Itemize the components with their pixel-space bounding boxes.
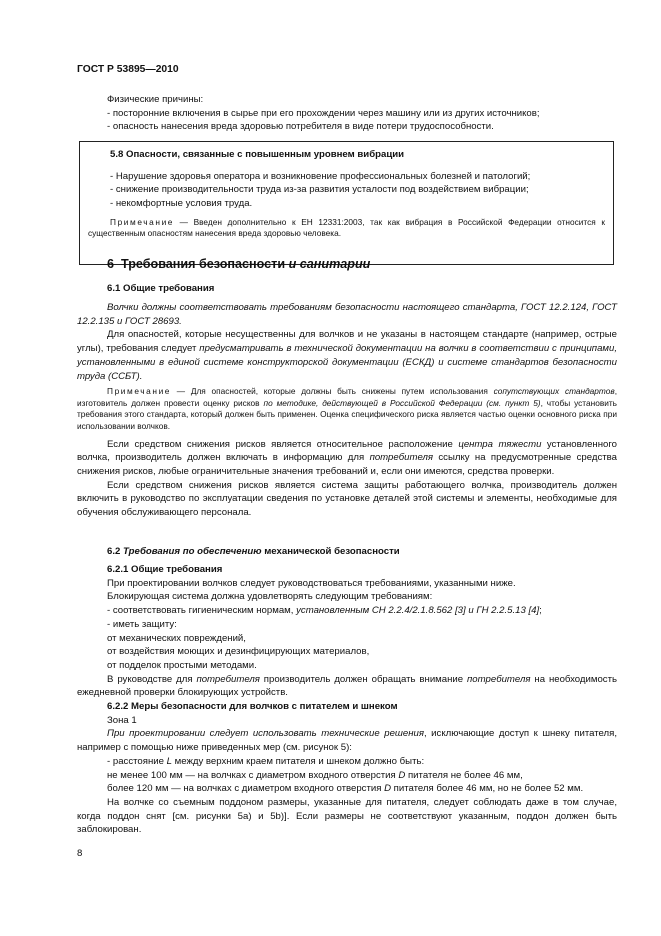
list-item: более 120 мм — на волчках с диаметром входного отверстия D питателя более 46 мм, но не более 52 мм.: [107, 783, 584, 795]
section-6-1-heading: 6.1 Общие требования: [107, 283, 215, 294]
section-6-2-2-heading: 6.2.2 Меры безопасности для волчков с питателем и шнеком: [107, 701, 398, 713]
vibration-item: - снижение производительности труда из-за развития усталости под воздействием вибрации;: [110, 184, 529, 196]
paragraph: При проектировании волчков следует руководствоваться требованиями, указанными ниже.: [107, 577, 516, 589]
section-6-2-body: [77, 563, 617, 837]
paragraph: Если средством снижения рисков является система защиты работающего волчка, производитель должен включить в руководство по эксплуатации сведения по установке деталей этой системы и элементы, необходимые для обучения обслуживающего персонала.: [77, 479, 617, 519]
physical-causes: [77, 93, 617, 134]
section-6-2-heading: 6.2 Требования по обеспечению механической безопасности: [107, 546, 400, 557]
section-5-8-heading: 5.8 Опасности, связанные с повышенным уровнем вибрации: [110, 149, 405, 160]
list-item: - соответствовать гигиеническим нормам, установленным СН 2.2.4/2.1.8.562 [3] и ГН 2.2.5.13 [4];: [107, 605, 542, 617]
list-item: не менее 100 мм — на волчках с диаметром входного отверстия D питателя не более 46 мм,: [107, 769, 523, 781]
paragraph: На волчке со съемным поддоном размеры, указанные для питателя, следует соблюдать даже в том случае, когда поддон снят [см. рисунки 5а) и 5b)]. Если размеры не соответствуют указанным, поддон должен быть заблокирован.: [77, 796, 617, 836]
paragraph: Волчки должны соответствовать требованиям безопасности настоящего стандарта, ГОСТ 12.2.124, ГОСТ 12.2.135 и ГОСТ 28693.: [77, 302, 617, 327]
vibration-item: - некомфортные условия труда.: [110, 198, 253, 210]
list-item: от подделок простыми методами.: [107, 659, 257, 671]
paragraph: При проектировании следует использовать технические решения, исключающие доступ к шнеку питателя, например с помощью ниже приведенных мер (см. рисунок 5):: [77, 728, 617, 754]
section-6-1-body: [77, 301, 617, 520]
section-6-heading: 6 Требования безопасности и санитарии: [107, 257, 371, 271]
note-label: Примечание: [110, 216, 175, 227]
box-note: Примечание — Введен дополнительно к ЕН 12331:2003, так как вибрация в Российской Федерации относится к существенным опасностям нанесения вреда здоровью человека.: [88, 216, 605, 239]
paragraph: Если средством снижения рисков является относительное расположение центра тяжести установленного волчка, производитель должен включать в информацию для потребителя ссылку на предусмотренные средства снижения рисков, любые ограничительные значения требований и, если они имеются, средства проверки.: [77, 438, 617, 477]
paragraph: В руководстве для потребителя производитель должен обращать внимание потребителя на необходимость ежедневной проверки блокирующих устройств.: [77, 673, 617, 699]
list-item: от воздействия моющих и дезинфицирующих материалов,: [107, 646, 370, 658]
vibration-item: - Нарушение здоровья оператора и возникновение профессиональных болезней и патологий;: [110, 170, 531, 182]
standard-header: ГОСТ Р 53895—2010: [77, 64, 179, 75]
section-5-8-box: [79, 141, 614, 265]
list-item: от механических повреждений,: [107, 632, 246, 644]
physical-item: - опасность нанесения вреда здоровью потребителя в виде потери трудоспособности.: [107, 121, 494, 133]
paragraph: Для опасностей, которые несущественны для волчков и не указаны в настоящем стандарте (например, острые углы), требования следует предусматривать в технической документации на волчки в соответствии с принципами, установленными в единой системе конструкторской документации (ЕСКД) и системе стандартов безопасности труда (ССБТ).: [77, 329, 617, 382]
zone-label: Зона 1: [107, 714, 137, 726]
physical-item: - посторонние включения в сырье при его прохождении через машину или из других источников;: [107, 107, 540, 119]
list-item: - расстояние L между верхним краем питателя и шнеком должно быть:: [107, 755, 425, 767]
note-6-1: Примечание — Для опасностей, которые должны быть снижены путем использования сопутствующих стандартов, изготовитель должен провести оценку рисков по методике, действующей в Российской Федерации (см. пункт 5), чтобы установить требования этого стандарта, который должен быть применен. Оценка специфического риска является частью оценки основного риска при использовании волчков.: [77, 386, 617, 431]
paragraph: Блокирующая система должна удовлетворять следующим требованиям:: [107, 591, 433, 603]
physical-title: Физические причины:: [107, 94, 204, 105]
section-6-2-1-heading: 6.2.1 Общие требования: [107, 564, 223, 575]
list-item: - иметь защиту:: [107, 618, 177, 630]
page-number: 8: [77, 848, 83, 859]
